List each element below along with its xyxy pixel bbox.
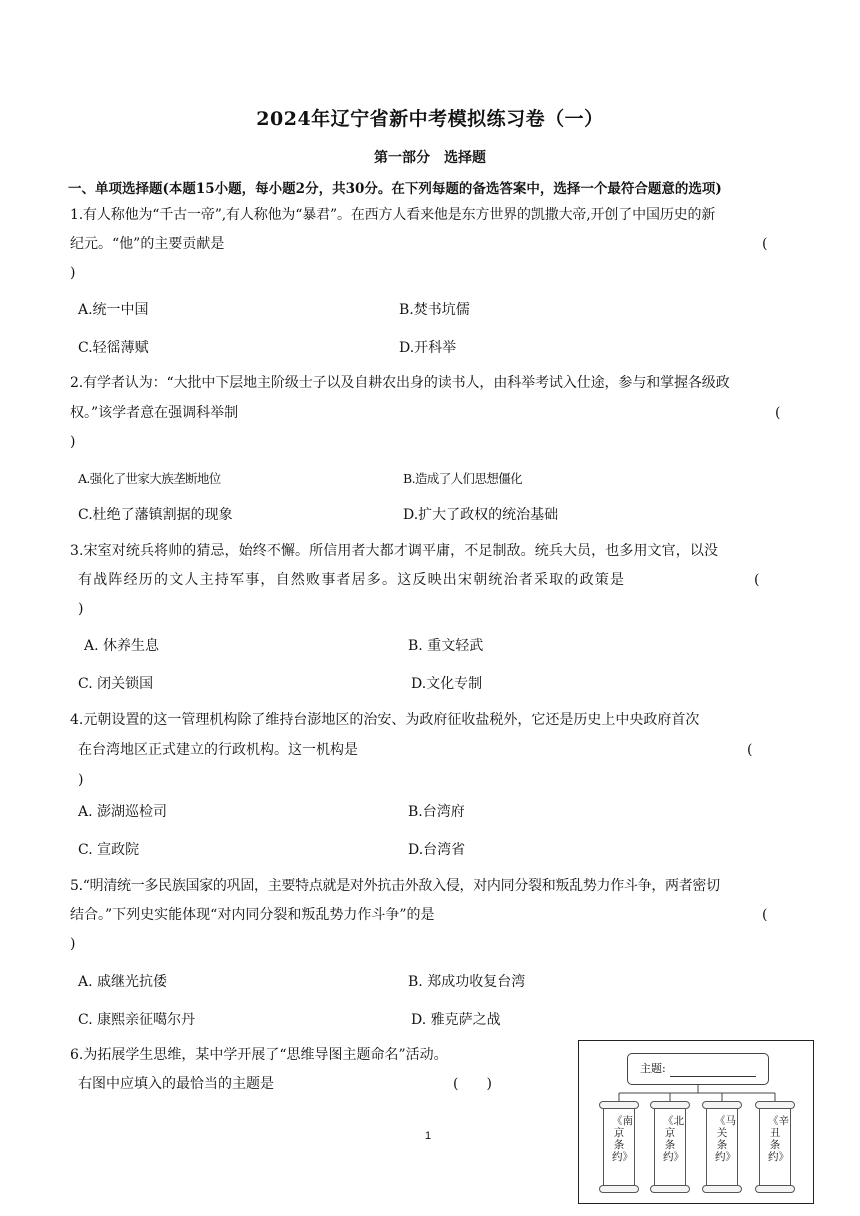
- question-1-line-1: 1.有人称他为“千古一帝”,有人称他为“暴君”。在西方人看来他是东方世界的凯撒大帝,开创了中国历史的新: [70, 207, 716, 223]
- page-number: 1: [425, 1130, 432, 1142]
- scroll-top-roll: [702, 1101, 742, 1109]
- answer-paren-open: (: [762, 907, 768, 923]
- scroll-top-roll: [755, 1101, 795, 1109]
- option-b: B. 郑成功收复台湾: [408, 974, 526, 990]
- option-d: D.开科举: [399, 340, 457, 356]
- scroll-beijing-treaty: [650, 1101, 690, 1193]
- question-4-line-2: 在台湾地区正式建立的行政机构。这一机构是: [78, 742, 358, 758]
- question-3-line-1: 3.宋室对统兵将帅的猜忌，始终不懈。所信用者大都才调平庸，不足制敌。统兵大员，也多用文官，以没: [70, 543, 719, 559]
- scroll-bottom-roll: [755, 1185, 795, 1193]
- option-c: C. 康熙亲征噶尔丹: [78, 1012, 196, 1028]
- option-c: C. 宣政院: [78, 842, 140, 858]
- option-c: C.杜绝了藩镇割据的现象: [78, 507, 233, 523]
- option-b: B.台湾府: [408, 804, 465, 820]
- scroll-top-roll: [599, 1101, 639, 1109]
- scroll-bottom-roll: [599, 1185, 639, 1193]
- option-a: A. 休养生息: [84, 638, 160, 654]
- scroll-bottom-roll: [702, 1185, 742, 1193]
- question-6-line-2: 右图中应填入的最恰当的主题是: [78, 1076, 274, 1092]
- option-b: B.焚书坑儒: [399, 302, 470, 318]
- answer-paren: ( ): [453, 1076, 492, 1092]
- scroll-xinchou-treaty: [755, 1101, 795, 1193]
- scroll-bottom-roll: [650, 1185, 690, 1193]
- answer-paren-open: (: [747, 742, 753, 758]
- scroll-top-roll: [650, 1101, 690, 1109]
- answer-paren-close: ): [70, 265, 76, 281]
- scroll-label: 《马关条约》: [715, 1115, 736, 1163]
- option-b: B.造成了人们思想僵化: [403, 471, 523, 486]
- option-d: D. 雅克萨之战: [411, 1012, 501, 1028]
- question-5-line-1: 5.“明清统一多民族国家的巩固，主要特点就是对外抗击外敌入侵，对内同分裂和叛乱势力作斗争，两者密切: [70, 878, 720, 894]
- answer-paren-close: ): [78, 772, 84, 788]
- question-3-line-2: 有战阵经历的文人主持军事，自然败事者居多。这反映出宋朝统治者采取的政策是: [78, 572, 626, 588]
- option-a: A. 澎湖巡检司: [78, 804, 168, 820]
- scroll-nanjing-treaty: [599, 1101, 639, 1193]
- topic-box: [627, 1053, 769, 1085]
- question-2-line-1: 2.有学者认为：“大批中下层地主阶级士子以及自耕农出身的读书人，由科举考试入仕途，参与和掌握各级政: [70, 375, 730, 391]
- answer-paren-open: (: [775, 405, 781, 421]
- mind-map-diagram: [578, 1040, 814, 1204]
- question-4-line-1: 4.元朝设置的这一管理机构除了维持台澎地区的治安、为政府征收盐税外，它还是历史上中央政府首次: [70, 712, 700, 728]
- answer-paren-close: ): [78, 601, 84, 617]
- question-5-line-2: 结合。”下列史实能体现“对内同分裂和叛乱势力作斗争”的是: [70, 907, 435, 923]
- option-a: A. 戚继光抗倭: [78, 974, 168, 990]
- question-6-line-1: 6.为拓展学生思维，某中学开展了“思维导图主题命名”活动。: [70, 1047, 448, 1063]
- answer-paren-open: (: [762, 236, 768, 252]
- scroll-maguan-treaty: [702, 1101, 742, 1193]
- scroll-label: 《南京条约》: [612, 1115, 633, 1163]
- exam-title: 2024年辽宁省新中考模拟练习卷（一）: [256, 108, 604, 130]
- topic-label: 主题:: [640, 1062, 666, 1075]
- answer-paren-close: ): [70, 936, 76, 952]
- question-2-line-2: 权。”该学者意在强调科举制: [70, 405, 239, 421]
- part-heading: 第一部分 选择题: [374, 150, 486, 166]
- option-a: A.统一中国: [78, 302, 149, 318]
- answer-paren-open: (: [754, 572, 760, 588]
- question-1-line-2: 纪元。“他”的主要贡献是: [70, 236, 225, 252]
- section-instruction: 一、单项选择题(本题15小题，每小题2分，共30分。在下列每题的备选答案中，选择一个最符合题意的选项): [68, 181, 722, 197]
- option-c: C. 闭关锁国: [78, 676, 154, 692]
- topic-blank-line: [670, 1062, 756, 1077]
- option-d: D.台湾省: [408, 842, 466, 858]
- answer-paren-close: ): [70, 434, 76, 450]
- option-c: C.轻徭薄赋: [78, 340, 149, 356]
- option-d: D.文化专制: [411, 676, 483, 692]
- scroll-label: 《辛丑条约》: [768, 1115, 789, 1163]
- scroll-label: 《北京条约》: [663, 1115, 684, 1163]
- option-b: B. 重文轻武: [408, 638, 484, 654]
- option-d: D.扩大了政权的统治基础: [403, 507, 559, 523]
- option-a: A.强化了世家大族垄断地位: [78, 471, 221, 486]
